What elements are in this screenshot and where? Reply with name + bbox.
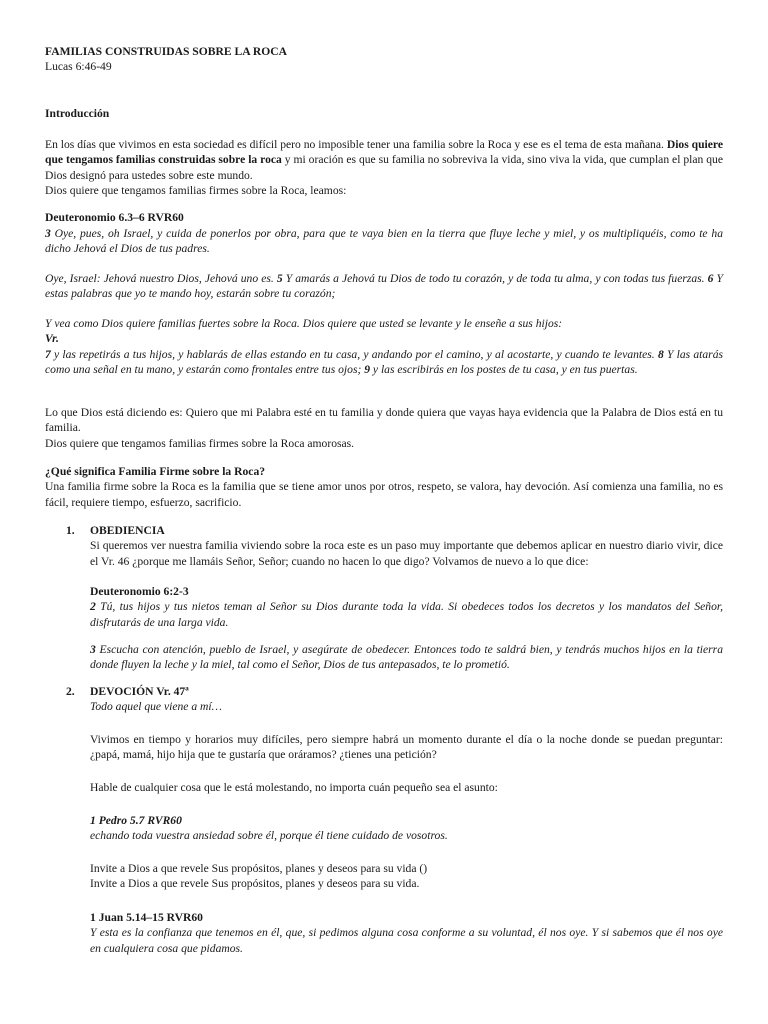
verse-text: Oye, Israel: Jehová nuestro Dios, Jehová uno es. [45,272,277,285]
verse-text: y las repetirás a tus hijos, y hablarás de ellas estando en tu casa, y andando por el camino, y al acostarte, y cuando te levantes. [50,347,658,361]
section-title: OBEDIENCIA [90,524,165,537]
verse-number: 3 [45,227,51,240]
devocion-paragraph-2 [90,780,723,795]
document-header [45,44,723,75]
mid-paragraph [45,405,723,451]
intro-text-b: y mi oración es que su familia no sobreviva la vida, sino viva la vida, que cumplan el plan que Dios designó para ustedes sobre este mundo. [45,153,723,182]
scripture-reference: Lucas 6:46-49 [45,60,112,74]
verse-number: 9 [364,363,371,377]
1-juan-5-14-15 [90,910,723,956]
deuteronomy-6-ref-text: Deuteronomio 6.3–6 RVR60 [45,211,184,224]
verse-number: 6 [707,272,714,285]
verse-text: Oye, pues, oh Israel, y cuida de ponerlos por obra, para que te vaya bien en la tierra que fluye leche y miel, y os multipliquéis, como te ha dicho Jehová el Dios de tus padres. [45,227,723,256]
deuteronomy-6-ref [45,210,723,225]
question-heading: ¿Qué significa Familia Firme sobre la Roca? [45,465,266,478]
answer-text: Una familia firme sobre la Roca es la familia que se tiene amor unos por otros, respeto, se valora, hay devoción. Así comienza una familia, no es fácil, requiere tiempo, esfuerzo, sacrificio. [45,480,723,509]
verse-label: Vr. [45,332,59,346]
section-title: DEVOCIÓN Vr. 47ª [90,685,189,698]
deuteronomy-6-3 [90,642,723,673]
intro-paragraph [45,137,723,199]
invite-line: Invite a Dios a que revele Sus propósitos, planes y deseos para su vida () [90,862,428,875]
verse-text: Tú, tus hijos y tus nietos teman al Señor su Dios durante toda la vida. Si obedeces todos los decretos y los mandatos del Señor, disfrutarás de una larga vida. [90,600,723,629]
verse-number: 8 [657,347,664,361]
deuteronomy-6-verse-3 [45,226,723,257]
section-quote: Todo aquel que viene a mí… [90,700,222,714]
verse-text: Y estas palabras que yo te mando hoy, estarán sobre tu corazón; [45,272,723,301]
section-devocion [90,684,723,715]
devocion-paragraph-1 [90,732,723,763]
mid-text-2: Dios quiere que tengamos familias firmes sobre la Roca amorosas. [45,436,355,450]
verse-number: 3 [90,643,96,656]
section-number: 2. [66,685,75,698]
section-number: 1. [66,524,75,537]
deuteronomy-6-comment [45,316,723,378]
scripture-ref: 1 Pedro 5.7 RVR60 [90,814,182,827]
intro-text-a: En los días que vivimos en esta sociedad es difícil pero no imposible tener una familia sobre la Roca y ese es el tema de esta mañana. [45,138,664,151]
verse-text: Escucha con atención, pueblo de Israel, y asegúrate de obedecer. Entonces todo te saldrá bien, y tendrás muchos hijos en la tierra donde fluyen la leche y la miel, tal como el Señor, Dios de tus antepasados, te lo prometió. [90,643,723,672]
verse-text: Y amarás a Jehová tu Dios de todo tu corazón, y de toda tu alma, y con todas tus fuerzas. [282,272,708,285]
invite-lines [90,861,723,892]
intro-text-c: Dios quiere que tengamos familias firmes sobre la Roca, leamos: [45,184,347,198]
section-body: Si queremos ver nuestra familia viviendo sobre la roca este es un paso muy importante que debemos aplicar en nuestro diario vivir, dice el Vr. 46 ¿porque me llamáis Señor, Señor; cuando no hacen lo que digo? Volvamos de nuevo a lo que dice: [90,539,723,568]
section-obediencia [90,523,723,569]
document-title: FAMILIAS CONSTRUIDAS SOBRE LA ROCA [45,45,288,58]
scripture-ref: 1 Juan 5.14–15 RVR60 [90,911,203,924]
section-body: Hable de cualquier cosa que le está molestando, no importa cuán pequeño sea el asunto: [90,781,498,794]
invite-line: Invite a Dios a que revele Sus propósitos, planes y deseos para su vida. [90,877,420,891]
intro-heading-text: Introducción [45,107,110,120]
verse-number: 2 [90,600,96,614]
verse-number: 5 [276,272,283,285]
deuteronomy-6-2-3 [90,584,723,630]
section-body: Vivimos en tiempo y horarios muy difíciles, pero siempre habrá un momento durante el día o la noche donde se puedan preguntar: ¿papá, mamá, hijo hija que te gustaría que oráramos? ¿tienes una petición? [90,733,723,762]
verse-text: y las escribirás en los postes de tu casa, y en tus puertas. [370,363,638,377]
comment-text: Y vea como Dios quiere familias fuertes sobre la Roca. Dios quiere que usted se levante y le enseñe a sus hijos: [45,317,563,330]
deuteronomy-6-verses-4-6 [45,271,723,302]
mid-text-1: Lo que Dios está diciendo es: Quiero que mi Palabra esté en tu familia y donde quiera que vayas haya evidencia que la Palabra de Dios está en tu familia. [45,406,723,435]
verse-number: 7 [45,347,51,361]
scripture-ref: Deuteronomio 6:2-3 [90,585,189,598]
verse-text: echando toda vuestra ansiedad sobre él, porque él tiene cuidado de vosotros. [90,829,448,843]
question-section [45,464,723,510]
intro-bold-statement: Dios quiere que tengamos familias construidas sobre la roca [45,138,723,167]
1-pedro-5-7 [90,813,723,844]
verse-text: Y las atarás como una señal en tu mano, y estarán como frontales entre tus ojos; [45,347,724,377]
verse-text: Y esta es la confianza que tenemos en él, que, si pedimos alguna cosa conforme a su voluntad, él nos oye. Y si sabemos que él nos oye en cualquiera cosa que pidamos. [90,926,723,955]
intro-heading [45,106,723,121]
